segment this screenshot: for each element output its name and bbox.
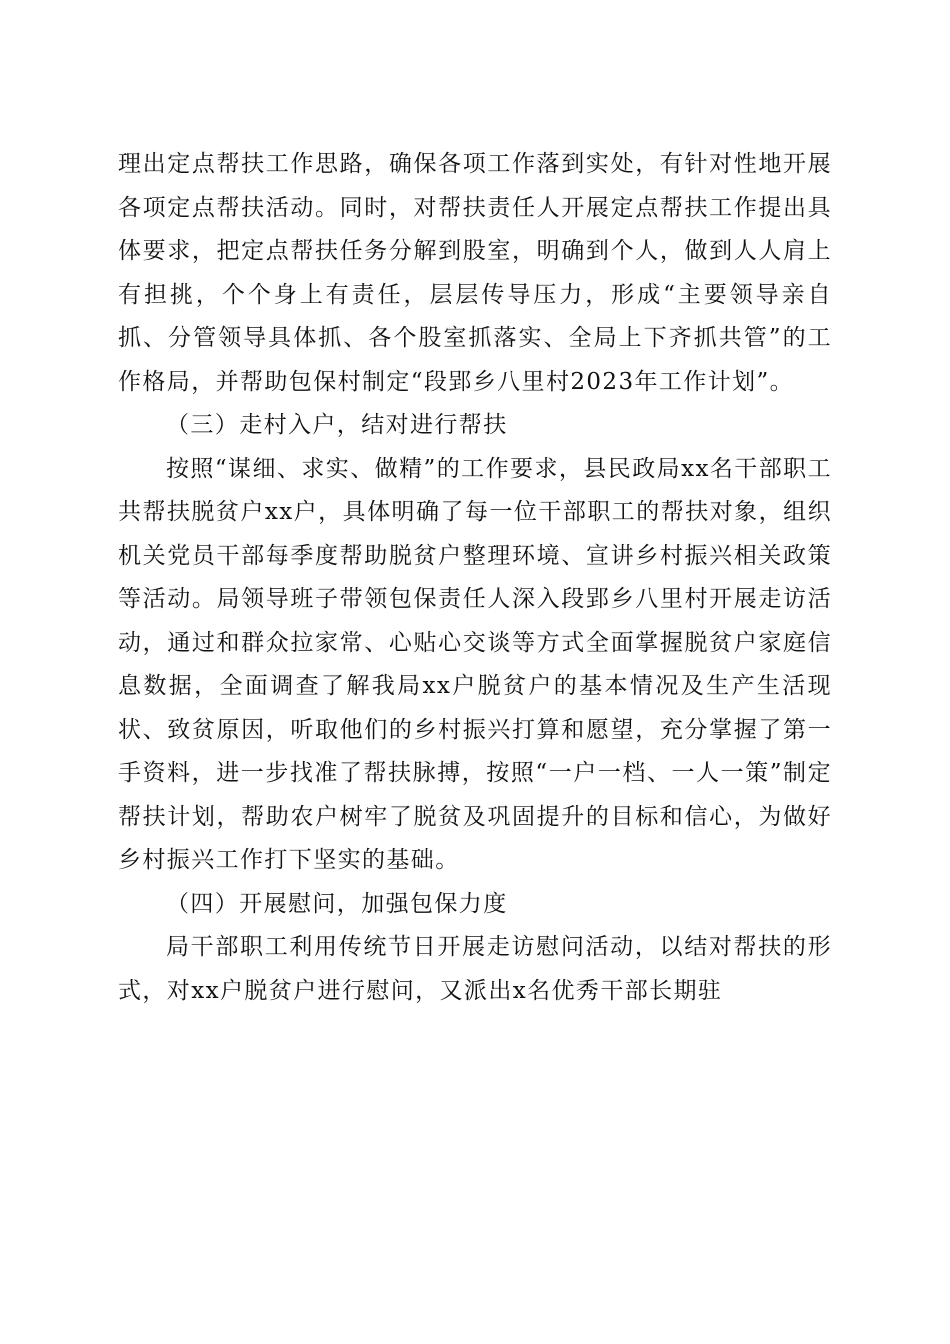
section-heading-4: （四）开展慰问，加强包保力度: [166, 890, 508, 917]
paragraph-section-3: 按照“谋细、求实、做精”的工作要求，县民政局xx名干部职工共帮扶脱贫户xx户，具体明确了每一位干部职工的帮扶对象，组织机关党员干部每季度帮助脱贫户整理环境、宣讲乡村振兴相关政策等活动。局领导班子带领包保责任人深入段郢乡八里村开展走访活动，通过和群众拉家常、心贴心交谈等方式全面掌握脱贫户家庭信息数据，全面调查了解我局xx户脱贫户的基本情况及生产生活现状、致贫原因，听取他们的乡村振兴打算和愿望，充分掌握了第一手资料，进一步找准了帮扶脉搏，按照“一户一档、一人一策”制定帮扶计划，帮助农户树牢了脱贫及巩固提升的目标和信心，为做好乡村振兴工作打下坚实的基础。: [118, 455, 832, 873]
section-heading-3: （三）走村入户，结对进行帮扶: [166, 412, 508, 438]
paragraph-continuation: 理出定点帮扶工作思路，确保各项工作落到实处，有针对性地开展各项定点帮扶活动。同时，对帮扶责任人开展定点帮扶工作提出具体要求，把定点帮扶任务分解到股室，明确到个人，做到人人肩上有担挑，个个身上有责任，层层传导压力，形成“主要领导亲自抓、分管领导具体抓、各个股室抓落实、全局上下齐抓共管”的工作格局，并帮助包保村制定“段郢乡八里村2023年工作计划”。: [118, 151, 832, 395]
paragraph-section-4: 局干部职工利用传统节日开展走访慰问活动，以结对帮扶的形式，对xx户脱贫户进行慰问，又派出x名优秀干部长期驻: [118, 934, 832, 1004]
document-body: [118, 143, 832, 1013]
